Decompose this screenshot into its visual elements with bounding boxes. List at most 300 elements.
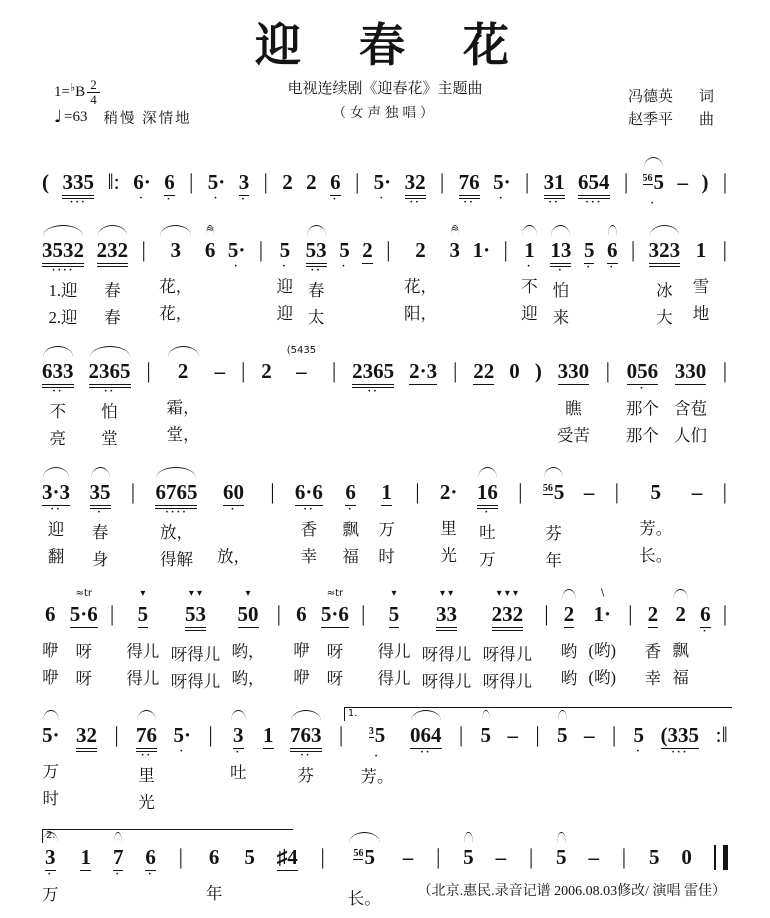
lyric-line-1 bbox=[723, 273, 727, 300]
lyric-line-1 bbox=[421, 395, 425, 422]
ornament: ▾ ▾ bbox=[439, 588, 454, 599]
octave-dots bbox=[179, 870, 184, 880]
barline-glyph: | bbox=[270, 479, 275, 504]
note-cell bbox=[674, 343, 707, 449]
ornament-space bbox=[108, 343, 111, 358]
note-text: 633 bbox=[42, 358, 74, 388]
ornament-space bbox=[117, 829, 120, 844]
octave-dots bbox=[544, 627, 549, 637]
lyric-line-1 bbox=[482, 395, 486, 422]
ornament-space bbox=[416, 464, 419, 479]
ornament-space bbox=[422, 343, 425, 358]
ornament-space bbox=[343, 222, 346, 237]
note-cell bbox=[672, 586, 689, 691]
ornament-space bbox=[689, 343, 692, 358]
note-text: 323 bbox=[649, 237, 681, 267]
ornament-space bbox=[679, 586, 682, 601]
note-cell bbox=[282, 154, 293, 205]
ornament-space bbox=[237, 707, 240, 722]
lyric-line-1 bbox=[479, 273, 483, 300]
lyric-line-2 bbox=[386, 300, 390, 327]
lyric-line-1 bbox=[518, 515, 522, 542]
lyric-line-1 bbox=[235, 273, 239, 300]
note-text: 5 bbox=[648, 845, 660, 869]
note-cell bbox=[76, 707, 97, 816]
note-text: 6 bbox=[296, 602, 307, 626]
note-text: – bbox=[507, 723, 519, 747]
lyric-line-2 bbox=[535, 785, 539, 812]
lyric-line-2: 地 bbox=[692, 304, 710, 323]
note-cell bbox=[206, 829, 223, 907]
barline-glyph: | bbox=[439, 169, 445, 194]
note-cell bbox=[133, 154, 151, 205]
key-signature bbox=[54, 76, 192, 128]
barline-glyph: | bbox=[528, 844, 534, 869]
note-text: 6 bbox=[330, 170, 341, 194]
octave-dots bbox=[723, 195, 728, 205]
lyric-line-2: 2.迎 bbox=[48, 308, 78, 327]
lyric-line-1: 瞧 bbox=[565, 399, 582, 418]
lyric-line-1 bbox=[459, 758, 463, 785]
ornament-space bbox=[242, 343, 245, 358]
octave-dots: · bbox=[235, 746, 242, 758]
barline bbox=[627, 586, 633, 691]
lyric-line-2 bbox=[361, 664, 365, 691]
lyric-line-2 bbox=[723, 542, 727, 569]
lyric-line-1: 迎 bbox=[276, 277, 294, 296]
transcription-credit: （北京.惠民.录音记谱 2006.08.03修改/ 演唱 雷佳） bbox=[417, 884, 726, 899]
lyric-line-1 bbox=[415, 515, 419, 542]
octave-dots bbox=[567, 628, 572, 638]
lyric-line-2 bbox=[415, 542, 419, 569]
lyric-line-1: 春 bbox=[104, 281, 121, 300]
octave-dots bbox=[503, 263, 508, 273]
note-text: 6 bbox=[700, 602, 711, 626]
ornament-space bbox=[49, 707, 52, 722]
lyric-line-1 bbox=[361, 637, 365, 664]
note-cell bbox=[205, 222, 216, 327]
note-text: 2365 bbox=[352, 358, 394, 388]
ornament-space bbox=[300, 586, 303, 601]
octave-dots bbox=[208, 263, 213, 273]
barline bbox=[258, 222, 264, 327]
grace-note: 56 bbox=[642, 173, 653, 184]
lyricist-name: 冯德英 bbox=[627, 89, 673, 105]
octave-dots bbox=[333, 628, 338, 638]
note-text: 0 bbox=[509, 359, 520, 383]
ornament-space bbox=[437, 829, 440, 844]
lyric-line-2 bbox=[375, 790, 379, 817]
lyric-line-2: (哟) bbox=[588, 668, 616, 687]
note-cell bbox=[321, 586, 349, 692]
ornament-space bbox=[511, 707, 514, 722]
lyric-line-2: 人们 bbox=[673, 426, 707, 445]
octave-dots bbox=[114, 748, 119, 758]
lyric-line-1 bbox=[321, 880, 325, 907]
note-cell bbox=[348, 829, 381, 912]
octave-dots: ··· bbox=[671, 746, 689, 758]
ornament-space bbox=[484, 707, 487, 722]
lyric-line-1: 怕 bbox=[101, 402, 118, 421]
note-text: 3 bbox=[238, 170, 250, 194]
lyric-line-1 bbox=[241, 394, 245, 421]
octave-dots bbox=[141, 263, 146, 273]
note-text: 5 bbox=[583, 238, 595, 262]
lyric-line-2: 时 bbox=[378, 547, 395, 566]
note-text: 1 bbox=[381, 480, 392, 504]
note-text: 33 bbox=[436, 601, 457, 631]
octave-dots bbox=[146, 384, 151, 394]
lyric-line-1 bbox=[218, 394, 222, 421]
lyric-line-1: 放， bbox=[159, 523, 193, 542]
octave-dots: ··· bbox=[585, 196, 603, 208]
lyric-line-2 bbox=[631, 300, 635, 327]
lyric-line-1 bbox=[386, 273, 390, 300]
lyric-line-2: 得儿 bbox=[126, 669, 160, 688]
lyric-line-2 bbox=[511, 785, 515, 812]
octave-dots: · bbox=[166, 193, 173, 205]
lyric-line-1: 芳。 bbox=[639, 519, 673, 538]
barline-glyph: | bbox=[722, 237, 728, 262]
octave-dots: · bbox=[650, 197, 657, 209]
barline bbox=[605, 343, 611, 448]
ornament-space bbox=[111, 586, 114, 601]
barline bbox=[354, 154, 360, 205]
note-cell bbox=[90, 464, 111, 573]
system-1 bbox=[42, 154, 728, 210]
octave-dots bbox=[299, 384, 304, 394]
lyric-line-1 bbox=[606, 394, 610, 421]
lyric-line-1: 哟， bbox=[231, 642, 265, 661]
note-cell bbox=[584, 222, 595, 328]
note-text: 5· bbox=[173, 723, 192, 747]
lyric-line-2: 来 bbox=[552, 308, 570, 327]
octave-dots: ·· bbox=[303, 503, 315, 515]
ornament-space bbox=[321, 829, 324, 844]
ornament-space bbox=[622, 829, 625, 844]
lyric-line-1: 得儿 bbox=[377, 642, 411, 661]
note-text: 5 bbox=[388, 602, 400, 626]
barline bbox=[107, 154, 119, 205]
lyric-line-1: 万 bbox=[378, 520, 395, 539]
ornament-space bbox=[174, 222, 177, 237]
lyric-line-2 bbox=[479, 300, 483, 327]
octave-dots bbox=[361, 627, 366, 637]
note-cell bbox=[330, 154, 341, 206]
barline-glyph: :‖ bbox=[715, 722, 728, 747]
lyric-line-2 bbox=[723, 300, 727, 327]
lyric-line-2: 身 bbox=[91, 550, 109, 569]
octave-dots: · bbox=[97, 506, 103, 518]
barline-glyph: | bbox=[524, 169, 530, 194]
lyric-line-2: 春 bbox=[104, 308, 121, 327]
note-text: 76 bbox=[136, 722, 157, 752]
barline bbox=[146, 343, 152, 448]
note-text: 2· bbox=[439, 480, 458, 504]
barline-glyph: | bbox=[630, 237, 636, 262]
octave-dots: · bbox=[635, 745, 642, 757]
ornament-space bbox=[283, 222, 286, 237]
note-text: 335 bbox=[62, 169, 94, 199]
lyric-line-1 bbox=[587, 274, 591, 301]
lyric-line-2: 得解 bbox=[159, 550, 193, 569]
octave-dots bbox=[699, 263, 704, 273]
octave-dots: ·· bbox=[463, 196, 475, 208]
lyric-line-1 bbox=[703, 638, 707, 665]
ornament: ∖ bbox=[599, 588, 606, 599]
lyric-line-1 bbox=[84, 762, 88, 789]
octave-dots bbox=[628, 627, 633, 637]
note-cell bbox=[483, 586, 533, 695]
ornament-space bbox=[142, 222, 145, 237]
note-text: 2 bbox=[415, 238, 426, 262]
note-text: 1 bbox=[263, 723, 274, 747]
lyric-line-2 bbox=[424, 786, 428, 813]
octave-dots: ·· bbox=[50, 503, 62, 515]
note-text: 3532 bbox=[42, 237, 84, 267]
note-cell bbox=[239, 154, 250, 206]
lyric-line-2 bbox=[720, 785, 724, 812]
octave-dots bbox=[723, 627, 728, 637]
octave-dots bbox=[631, 263, 636, 273]
lyric-line-1: 呀 bbox=[326, 642, 344, 661]
key-letter: B bbox=[75, 83, 86, 100]
ornament-space bbox=[499, 829, 502, 844]
lyric-line-1: 年 bbox=[205, 884, 223, 903]
note-cell bbox=[607, 222, 618, 328]
note-cell bbox=[362, 222, 373, 328]
note-text: 6 bbox=[607, 238, 618, 262]
barline-glyph: | bbox=[114, 722, 119, 747]
ornament-space bbox=[663, 222, 666, 237]
note-cell bbox=[261, 343, 272, 448]
lyric-line-1: 不 bbox=[49, 402, 66, 421]
lyric-line-2 bbox=[235, 300, 239, 327]
note-text: 16 bbox=[477, 479, 498, 509]
lyric-line-2 bbox=[512, 421, 516, 448]
note-cell bbox=[405, 154, 426, 209]
lyric-line-2 bbox=[131, 542, 135, 569]
ornament-space bbox=[459, 707, 462, 722]
lyric-line-1: 1.迎 bbox=[48, 281, 78, 300]
barline bbox=[716, 707, 728, 812]
octave-dots: ·· bbox=[103, 385, 116, 397]
note-text: 3 bbox=[233, 723, 244, 747]
octave-dots bbox=[591, 870, 596, 880]
ornament-space bbox=[629, 586, 632, 601]
note-text: $^{56}$5 bbox=[642, 170, 665, 194]
composer-row bbox=[628, 109, 714, 132]
ornament-space bbox=[560, 829, 563, 844]
note-text: 654 bbox=[578, 169, 610, 199]
note-text: 5 bbox=[279, 238, 291, 262]
note-cell bbox=[293, 586, 310, 691]
note-text: 056 bbox=[626, 359, 659, 383]
lyric-line-2: 呀得儿 bbox=[421, 672, 472, 691]
note-cell bbox=[361, 707, 394, 817]
octave-dots: · bbox=[139, 192, 145, 204]
lyric-line-2 bbox=[482, 422, 486, 449]
note-cell bbox=[277, 222, 294, 327]
note-cell bbox=[678, 154, 689, 205]
ornament-space bbox=[624, 154, 627, 169]
lyricist-role: 词 bbox=[698, 89, 714, 105]
note-cell bbox=[584, 464, 595, 569]
song-title: 迎 春 花 bbox=[255, 20, 515, 71]
ornament-space bbox=[681, 154, 684, 169]
ornament-space bbox=[271, 464, 274, 479]
note-text: 6 bbox=[164, 170, 175, 194]
barline-glyph: | bbox=[338, 722, 344, 747]
ornament: ▾ ▾ bbox=[188, 588, 203, 599]
ornament-space bbox=[77, 154, 80, 169]
note-text: ♯4 bbox=[276, 845, 298, 869]
note-cell bbox=[352, 343, 394, 452]
barline bbox=[130, 464, 136, 569]
note-cell bbox=[171, 586, 221, 695]
ornament-space bbox=[140, 154, 143, 169]
note-text: 1 bbox=[80, 845, 91, 869]
ornament-space bbox=[190, 154, 193, 169]
barline bbox=[614, 464, 620, 569]
note-cell bbox=[244, 829, 255, 907]
lyric-line-1: 春 bbox=[307, 281, 325, 300]
lyric-line-2 bbox=[208, 300, 212, 327]
lyric-line-2: 受苦 bbox=[556, 426, 590, 445]
note-cell bbox=[374, 154, 392, 205]
barline bbox=[722, 586, 728, 691]
barline bbox=[458, 707, 464, 812]
barline bbox=[722, 343, 728, 448]
barline-glyph: | bbox=[276, 601, 281, 626]
system-4 bbox=[42, 464, 728, 574]
octave-dots bbox=[505, 631, 510, 641]
lyric-line-1 bbox=[504, 273, 508, 300]
note-cell bbox=[167, 343, 200, 448]
grace-note: 3 bbox=[368, 726, 374, 737]
octave-dots bbox=[384, 506, 389, 516]
note-cell bbox=[232, 586, 265, 692]
ornament-space bbox=[447, 464, 450, 479]
octave-dots bbox=[723, 384, 728, 394]
barline-glyph: | bbox=[614, 479, 620, 504]
barline-glyph: ‖: bbox=[107, 169, 120, 194]
ornament-space bbox=[678, 707, 681, 722]
note-cell bbox=[477, 464, 498, 573]
note-cell bbox=[403, 829, 414, 907]
note-cell bbox=[126, 586, 159, 692]
octave-dots bbox=[421, 385, 426, 395]
time-signature bbox=[87, 78, 100, 106]
lyric-line-1: 怕 bbox=[552, 281, 570, 300]
ornament-space bbox=[333, 343, 336, 358]
ornament-space bbox=[259, 222, 262, 237]
ornament: ≈ bbox=[205, 224, 215, 235]
note-text: 2 bbox=[675, 602, 686, 626]
barline bbox=[109, 586, 115, 691]
octave-dots bbox=[622, 870, 627, 880]
lyric-line-1 bbox=[424, 759, 428, 786]
lyric-line-1 bbox=[535, 758, 539, 785]
ornament: ≈tr bbox=[326, 588, 344, 599]
ornament: ▾ bbox=[245, 588, 251, 599]
note-cell bbox=[42, 343, 74, 452]
lyric-line-1 bbox=[342, 273, 346, 300]
ornament-space bbox=[504, 222, 507, 237]
barline bbox=[240, 343, 246, 448]
lyric-line-1 bbox=[365, 274, 369, 301]
octave-dots bbox=[181, 384, 186, 394]
ornament-space bbox=[304, 707, 307, 722]
note-text: ) bbox=[701, 170, 709, 194]
ornament-space bbox=[441, 154, 444, 169]
lyric-line-1 bbox=[631, 273, 635, 300]
lyric-line-2: 呀 bbox=[75, 669, 93, 688]
note-cell bbox=[700, 586, 711, 692]
note-cell bbox=[287, 343, 316, 448]
note-cell bbox=[42, 707, 60, 812]
ornament-space bbox=[215, 154, 218, 169]
octave-dots bbox=[535, 748, 540, 758]
ornament-space bbox=[719, 829, 722, 844]
ornament: ▾ ▾ ▾ bbox=[496, 588, 519, 599]
note-cell bbox=[692, 464, 703, 569]
ornament-space bbox=[480, 222, 483, 237]
ornament-space bbox=[385, 464, 388, 479]
note-cell bbox=[693, 222, 710, 327]
lyric-line-2 bbox=[703, 665, 707, 692]
lyric-line-1 bbox=[587, 515, 591, 542]
lyric-line-2: 呀得儿 bbox=[482, 672, 533, 691]
barline bbox=[517, 464, 523, 569]
octave-dots bbox=[386, 263, 391, 273]
lyric-line-2 bbox=[266, 786, 270, 813]
note-text: 0 bbox=[681, 845, 692, 869]
lyric-line-1: 花， bbox=[159, 277, 193, 296]
octave-dots: · bbox=[609, 261, 616, 273]
ornament-space bbox=[265, 343, 268, 358]
octave-dots bbox=[241, 384, 246, 394]
note-cell bbox=[509, 343, 520, 448]
note-cell bbox=[208, 154, 226, 205]
octave-dots bbox=[365, 264, 370, 274]
note-text: – bbox=[214, 359, 226, 383]
note-cell bbox=[42, 829, 59, 908]
ornament-space bbox=[85, 707, 88, 722]
note-text: 53 bbox=[306, 237, 327, 267]
note-text: 2 bbox=[306, 170, 317, 194]
lyric-line-1 bbox=[484, 758, 488, 785]
note-text: – bbox=[677, 170, 688, 194]
octave-dots bbox=[571, 385, 576, 395]
ornament-space bbox=[175, 464, 178, 479]
note-cell bbox=[215, 343, 226, 448]
lyric-line-1 bbox=[149, 881, 153, 908]
octave-dots bbox=[299, 627, 304, 637]
ornament-space bbox=[168, 154, 171, 169]
volta-bracket: 2. bbox=[42, 829, 293, 843]
note-text: – bbox=[588, 845, 599, 869]
ornament-space bbox=[592, 829, 595, 844]
lyric-line-1 bbox=[299, 394, 303, 421]
lyric-line-2 bbox=[270, 542, 274, 569]
lyric-line-1 bbox=[114, 758, 118, 785]
barline-glyph: | bbox=[386, 237, 391, 262]
lyric-line-1: 芬 bbox=[297, 766, 315, 785]
octave-dots: ·· bbox=[300, 749, 312, 761]
lyric-line-2 bbox=[304, 789, 308, 816]
lyric-line-2: 年 bbox=[545, 551, 562, 570]
